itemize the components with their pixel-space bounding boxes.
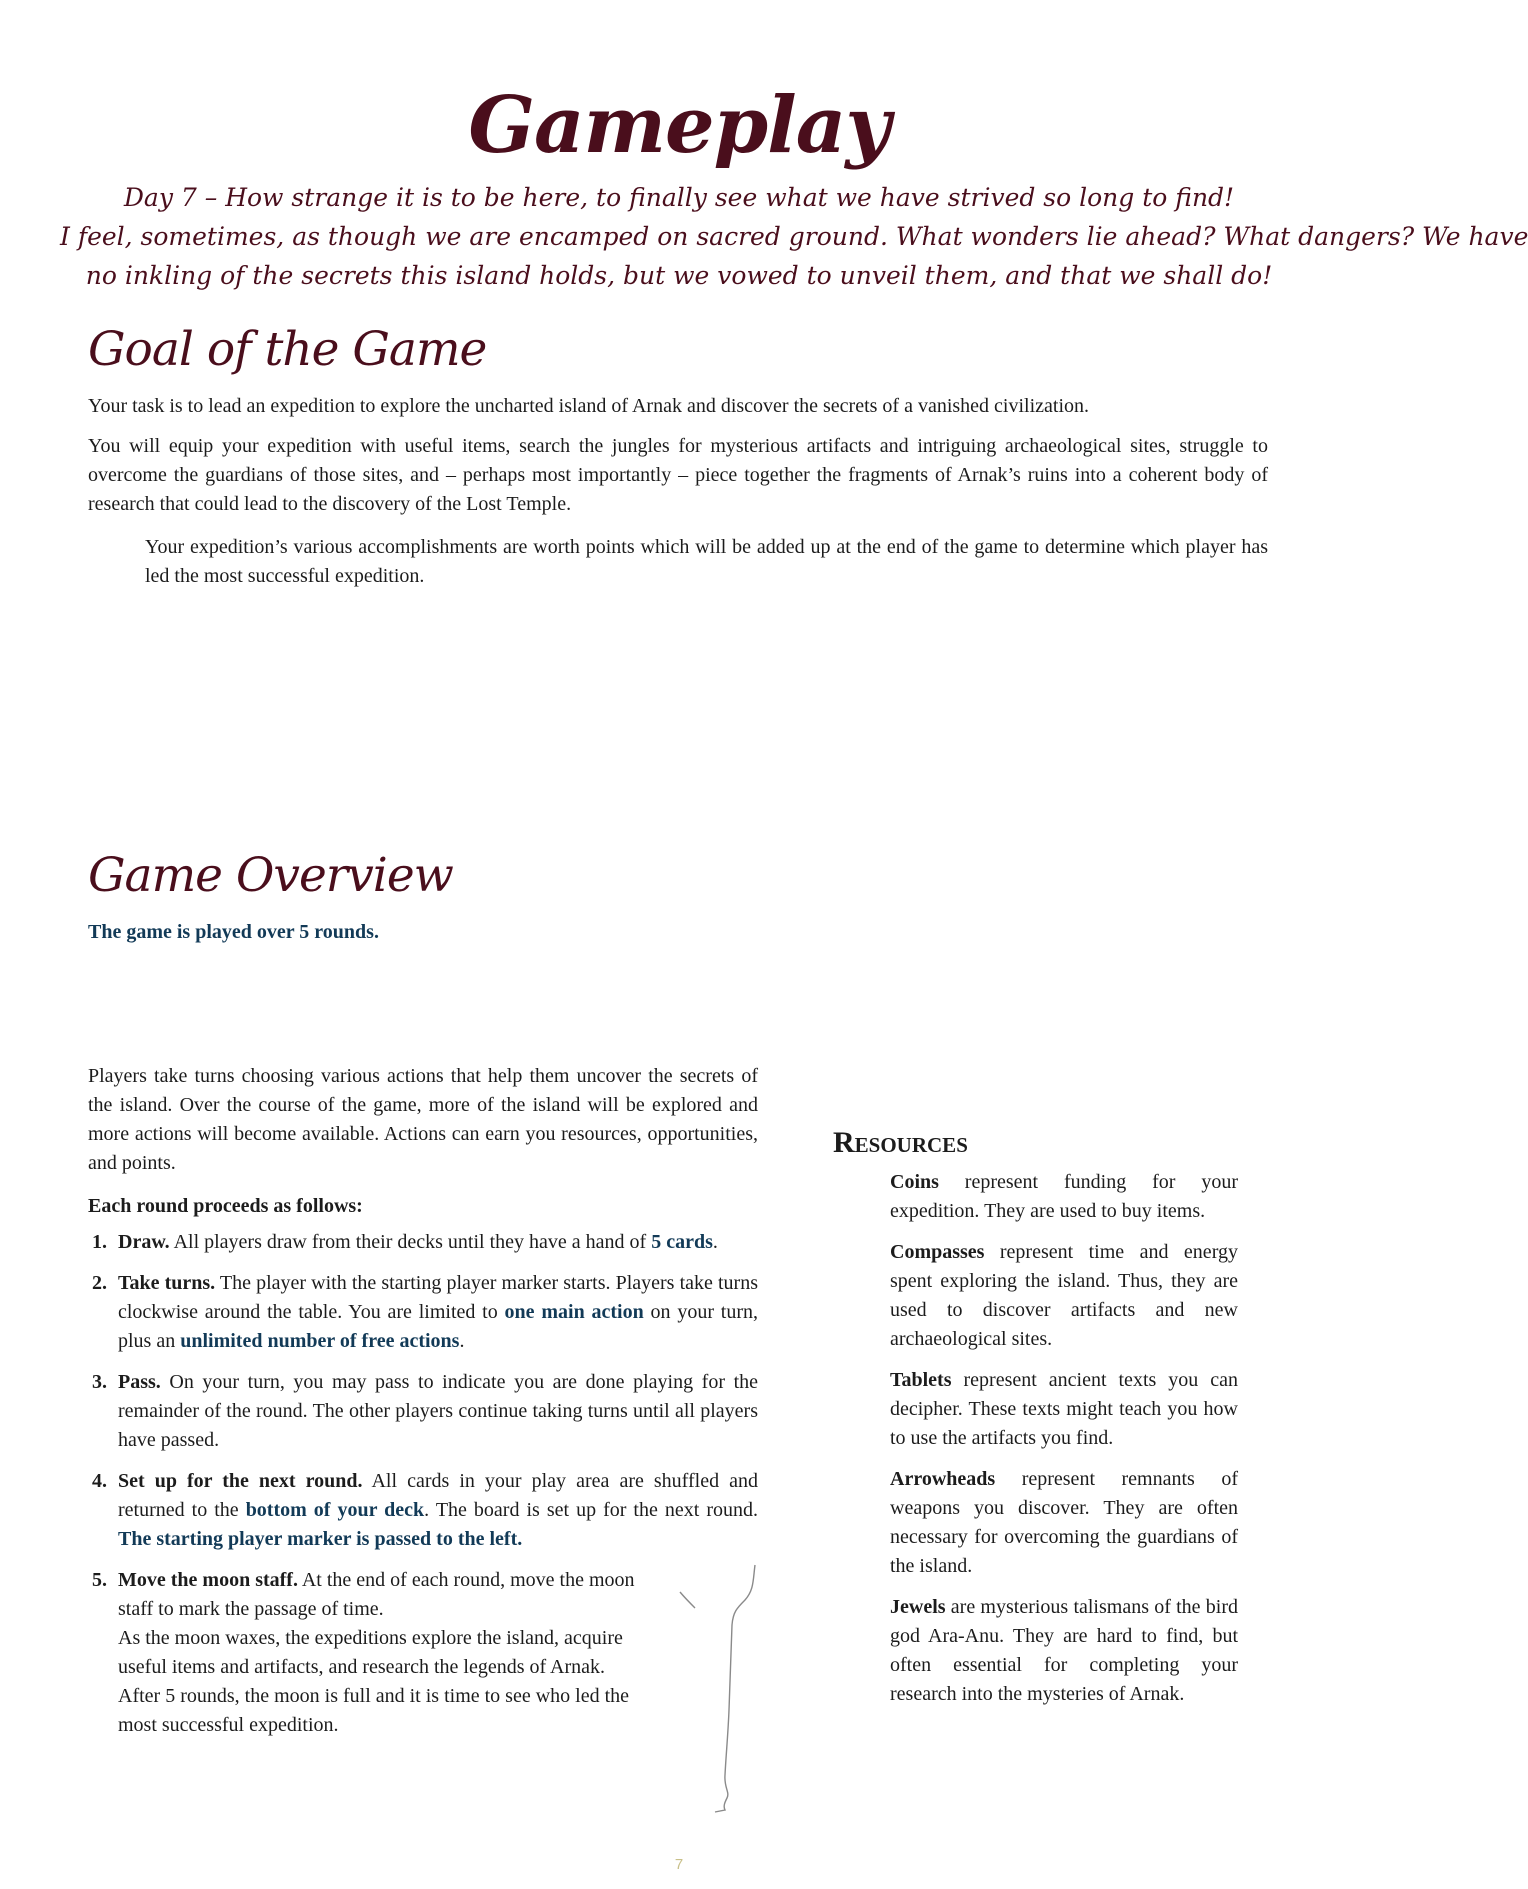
step-number: 1.: [92, 1231, 107, 1253]
overview-intro: Players take turns choosing various actions that help them uncover the secrets of the island. Over the course of the game, more of the island will be explored and more actions will become available. Actions can earn you resources, opportunities, and points.: [88, 1065, 758, 1174]
step-text: .: [712, 1231, 718, 1253]
goal-heading: Goal of the Game: [88, 322, 487, 377]
page-number: 7: [674, 1856, 684, 1873]
goal-paragraph: You will equip your expedition with useful items, search the jungles for mysterious artifacts and intriguing archaeological sites, struggle to overcome the guardians of those sites, and – perhaps most importantly – piece together the fragments of Arnak’s ruins into a coherent body of research that could lead to the discovery of the Lost Temple.: [88, 435, 1268, 515]
resource-term: Arrowheads: [890, 1468, 996, 1490]
diary-entry: [60, 178, 1528, 295]
list-item: [88, 1228, 758, 1257]
list-item: [890, 1465, 1238, 1581]
resource-term: Jewels: [890, 1596, 946, 1618]
resource-description: are mysterious talismans of the bird god Ara-Anu. They are hard to find, but often essential for completing your research into the mysteries of Arnak.: [890, 1596, 1238, 1705]
goal-paragraph: Your task is to lead an expedition to explore the uncharted island of Arnak and discover the secrets of a vanished civilization.: [88, 395, 1090, 417]
step-number: 4.: [92, 1470, 107, 1492]
step-text: .: [459, 1330, 465, 1352]
step-number: 3.: [92, 1371, 107, 1393]
resource-description: represent remnants of weapons you discover. They are often necessary for overcoming the guardians of the island.: [890, 1468, 1238, 1577]
list-item: [88, 1566, 638, 1740]
step-title: Move the moon staff.: [118, 1569, 298, 1591]
diary-line: I feel, sometimes, as though we are encamped on sacred ground. What wonders lie ahead? What dangers? We have: [60, 222, 1528, 251]
overview-heading: Game Overview: [88, 848, 453, 903]
round-steps: [88, 1228, 758, 1752]
resource-term: Coins: [890, 1171, 939, 1193]
step-text: All cards in your play area are shuffled and returned to the: [118, 1470, 759, 1521]
resource-term: Compasses: [890, 1241, 985, 1263]
step-text: As the moon waxes, the expeditions explore the island, acquire useful items and artifacts, and research the legends of Arnak. After 5 rounds, the moon is full and it is time to see who led the most successful expedition.: [118, 1627, 630, 1736]
list-item: [890, 1366, 1238, 1453]
resource-description: represent ancient texts you can decipher. These texts might teach you how to use the artifacts you find.: [890, 1369, 1238, 1449]
step-text: The player with the starting player marker starts. Players take turns clockwise around the table. You are limited to: [118, 1272, 758, 1323]
diary-line: no inkling of the secrets this island holds, but we vowed to unveil them, and that we shall do!: [85, 261, 1273, 290]
resource-term: Tablets: [890, 1369, 952, 1391]
list-item: [88, 1269, 758, 1356]
step-number: 2.: [92, 1272, 107, 1294]
step-text: on your turn, plus an: [118, 1301, 758, 1352]
step-text: . The board is set up for the next round.: [424, 1499, 758, 1521]
step-text: At the end of each round, move the moon staff to mark the passage of time.: [118, 1569, 635, 1620]
step-highlight: bottom of your deck: [245, 1499, 425, 1521]
list-item: [890, 1593, 1238, 1709]
step-title: Pass.: [118, 1371, 161, 1393]
resources-heading: Resources: [833, 1126, 968, 1159]
list-item: [88, 1368, 758, 1455]
step-title: Take turns.: [118, 1272, 216, 1294]
list-item: [890, 1168, 1238, 1226]
list-item: [890, 1238, 1238, 1354]
list-item: [88, 1467, 758, 1554]
step-text: On your turn, you may pass to indicate you are done playing for the remainder of the round. The other players continue taking turns until all players have passed.: [118, 1371, 758, 1451]
resource-description: represent funding for your expedition. They are used to buy items.: [890, 1171, 1238, 1222]
step-highlight: 5 cards: [651, 1231, 713, 1253]
step-highlight: one main action: [504, 1301, 644, 1323]
step-highlight: unlimited number of free actions: [180, 1330, 460, 1352]
step-title: Set up for the next round.: [118, 1470, 363, 1492]
rounds-note: The game is played over 5 rounds.: [88, 921, 379, 943]
step-title: Draw.: [118, 1231, 170, 1253]
moon-staff-icon: [675, 1560, 765, 1820]
round-heading: Each round proceeds as follows:: [88, 1195, 363, 1217]
diary-line: Day 7 – How strange it is to be here, to finally see what we have strived so long to find!: [123, 183, 1235, 212]
step-highlight: The starting player marker is passed to the left.: [118, 1528, 523, 1550]
step-number: 5.: [92, 1569, 107, 1591]
resources-list: [890, 1168, 1238, 1721]
resource-description: represent time and energy spent exploring the island. Thus, they are used to discover artifacts and new archaeological sites.: [890, 1241, 1238, 1350]
goal-paragraph-indented: Your expedition’s various accomplishments are worth points which will be added up at the end of the game to determine which player has led the most successful expedition.: [145, 536, 1268, 587]
page-title: Gameplay: [468, 80, 890, 171]
step-text: All players draw from their decks until they have a hand of: [169, 1231, 652, 1253]
